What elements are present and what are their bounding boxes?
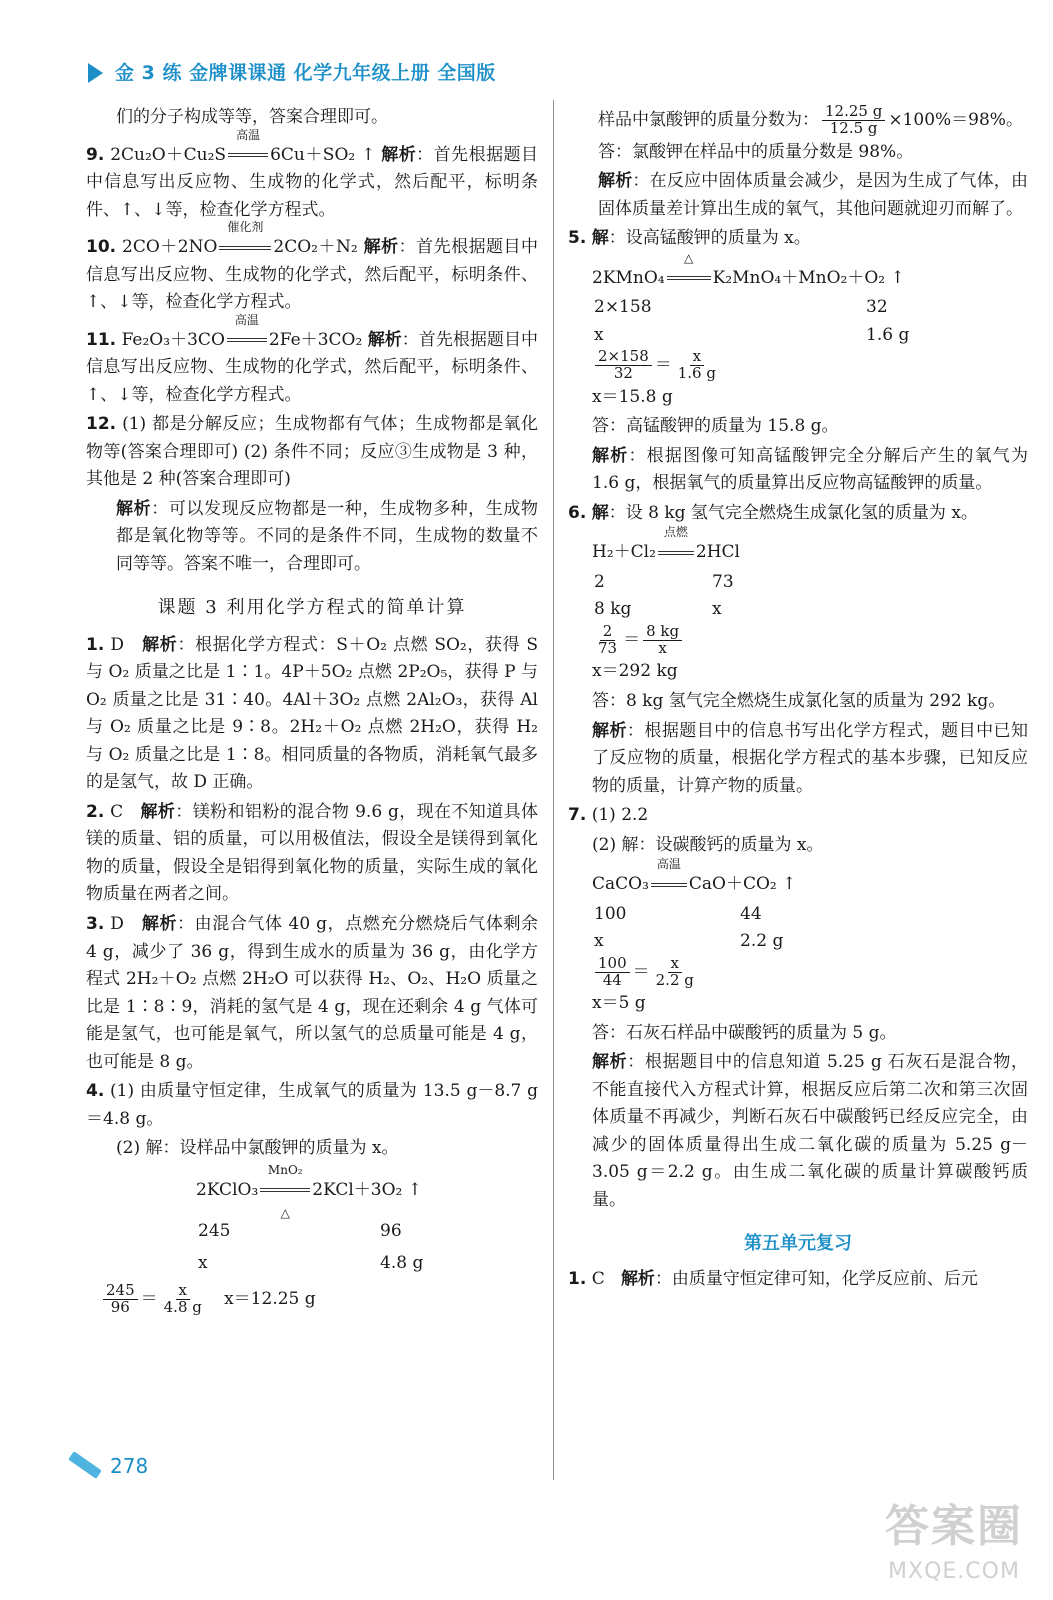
right-column bbox=[568, 104, 1028, 1295]
answer-u1: 1. C 解析：由质量守恒定律可知，化学反应前、后元 bbox=[568, 1268, 978, 1289]
answer-9: 9. 2Cu₂O＋Cu₂S 高温 6Cu＋SO₂ ↑ 解析：首先根据题目中信息写出反应物、生成物的化学式，然后配平，标明条件、↑、↓等，检查化学方程式。 bbox=[86, 127, 539, 220]
watermark-logo: 答案圈 MXQE.COM bbox=[885, 1501, 1023, 1584]
mass-row-5-1: 2×158 32 bbox=[594, 297, 888, 318]
answer-5-statement: 答：高锰酸钾的质量为 15.8 g。 bbox=[592, 416, 839, 437]
page-header bbox=[88, 58, 496, 88]
result-5: x＝15.8 g bbox=[592, 386, 673, 407]
answer-7-part2: (2) 解：设碳酸钙的质量为 x。 bbox=[592, 834, 824, 855]
mass-row-5-2: x 1.6 g bbox=[594, 324, 910, 345]
proportion-6: $\frac{2}{73}$ ＝ $\frac{8 kg}{x}$ bbox=[568, 624, 1028, 657]
equation-k4: 2KClO₃ MnO₂ △ 2KCl＋3O₂ ↑ bbox=[196, 1162, 422, 1221]
mass-row-7-1: 100 44 bbox=[594, 903, 762, 924]
mass-row-k4-1: 245 96 bbox=[198, 1221, 402, 1242]
answer-12-analysis: 解析：可以发现反应物都是一种，生成物多种，生成物都是氧化物等等。不同的是条件不同，生成物的数量不同等等。答案不唯一，合理即可。 bbox=[116, 498, 539, 574]
answer-k4-part2: (2) 解：设样品中氯酸钾的质量为 x。 bbox=[116, 1138, 399, 1159]
answer-6-statement: 答：8 kg 氢气完全燃烧生成氯化氢的质量为 292 kg。 bbox=[592, 691, 1006, 711]
equation-7: CaCO₃ 高温 CaO＋CO₂ ↑ bbox=[592, 857, 797, 895]
proportion-7: $\frac{100}{44}$ ＝ $\frac{x}{2.2 g}$ bbox=[568, 956, 1028, 989]
mass-row-k4-2: x 4.8 g bbox=[198, 1252, 424, 1273]
answer-10: 10. 2CO＋2NO 催化剂 2CO₂＋N₂ 解析：首先根据题目中信息写出反应物、生成物的化学式，然后配平，标明条件、↑、↓等，检查化学方程式。 bbox=[86, 220, 539, 313]
answer-k4-part1: 4. (1) 由质量守恒定律，生成氧气的质量为 13.5 g－8.7 g＝4.8 g。 bbox=[86, 1081, 538, 1129]
answer-12: 12. (1) 都是分解反应；生成物都有气体；生成物都是氧化物等(答案合理即可) (2) 条件不同；反应③生成物是 3 种，其他是 2 种(答案合理即可) bbox=[86, 414, 538, 490]
left-column bbox=[86, 104, 538, 1318]
answer-7-statement: 答：石灰石样品中碳酸钙的质量为 5 g。 bbox=[592, 1022, 897, 1043]
play-triangle-icon bbox=[88, 63, 103, 83]
proportion-k4: $\frac{245}{96}$ ＝ $\frac{x}{4.8 g}$ x＝12.25 g bbox=[86, 1283, 538, 1316]
result-7: x＝5 g bbox=[592, 993, 646, 1014]
page-number: 278 bbox=[68, 1450, 148, 1482]
continued-text: 们的分子构成等等，答案合理即可。 bbox=[116, 107, 388, 127]
mass-row-6-1: 2 73 bbox=[594, 571, 734, 592]
analysis-7: 解析：根据题目中的信息知道 5.25 g 石灰石是混合物，不能直接代入方程式计算，根据反应后第二次和第三次固体质量不再减少，判断石灰石中碳酸钙已经反应完全，由减少的固体质量得出生成二氧化碳的质量为 5.25 g－3.05 g＝2.2 g。由生成二氧化碳的质量计算碳酸钙质量。 bbox=[592, 1052, 1029, 1210]
mass-row-7-2: x 2.2 g bbox=[594, 931, 784, 952]
answer-k1: 1. D 解析：根据化学方程式：S＋O₂ 点燃 SO₂，获得 S 与 O₂ 质量之比是 1∶1。4P＋5O₂ 点燃 2P₂O₅，获得 P 与 O₂ 质量之比是 31∶40。4Al＋3O₂ 点燃 2Al₂O₃，获得 Al 与 O₂ 质量之比是 9∶8。2H₂＋O₂ 点燃 2H₂O，获得 H₂ 与 O₂ 质量之比是 1∶8。相同质量的各物质，消耗氧气最多的是氢气，故 D 正确。 bbox=[86, 634, 539, 793]
equation-6: H₂＋Cl₂ 点燃 2HCl bbox=[592, 525, 740, 563]
answer-k3: 3. D 解析：由混合气体 40 g，点燃充分燃烧后气体剩余 4 g，减少了 36 g，得到生成水的质量为 36 g，由化学方程式 2H₂＋O₂ 点燃 2H₂O 可以获得 H₂、O₂、H₂O 质量之比是 1∶8∶9，消耗的氢气是 4 g，现在还剩余 4 g 气体可能是氢气，也可能是氧气，所以氢气的总质量可能是 4 g，也可能是 8 g。 bbox=[86, 913, 539, 1072]
section-title: 课题 3 利用化学方程式的简单计算 bbox=[157, 596, 467, 618]
analysis-6: 解析：根据题目中的信息书写出化学方程式，题目中已知了反应物的质量，根据化学方程式的基本步骤，已知反应物的质量，计算产物的质量。 bbox=[592, 720, 1029, 796]
answer-k2: 2. C 解析：镁粉和铝粉的混合物 9.6 g，现在不知道具体镁的质量、铝的质量，可以用极值法，假设全是镁得到氧化物的质量，假设全是铝得到氧化物的质量，实际生成的氧化物质量在两者之间。 bbox=[86, 801, 538, 905]
column-divider bbox=[553, 100, 554, 1480]
header-title: 金 3 练 金牌课课通 化学九年级上册 全国版 bbox=[115, 61, 496, 84]
answer-6: 6. 解：设 8 kg 氢气完全燃烧生成氯化氢的质量为 x。 bbox=[568, 502, 978, 523]
result-6: x＝292 kg bbox=[592, 661, 678, 682]
analysis-4: 解析：在反应中固体质量会减少，是因为生成了气体，由固体质量差计算出生成的氧气，其他问题就迎刃而解了。 bbox=[598, 171, 1029, 219]
mass-row-6-2: 8 kg x bbox=[594, 599, 722, 620]
answer-7: 7. (1) 2.2 bbox=[568, 805, 649, 826]
answer-11: 11. Fe₂O₃＋3CO 高温 2Fe＋3CO₂ 解析：首先根据题目中信息写出反应物、生成物的化学式，然后配平，标明条件、↑、↓等，检查化学方程式。 bbox=[86, 312, 538, 405]
pen-icon bbox=[68, 1452, 102, 1480]
answer-5: 5. 解：设高锰酸钾的质量为 x。 bbox=[568, 228, 811, 249]
unit-title: 第五单元复习 bbox=[744, 1232, 852, 1254]
mass-fraction-line: 样品中氯酸钾的质量分数为： $\frac{12.25 g}{12.5 g}$ ×100%＝98%。 bbox=[598, 102, 1023, 137]
equation-5: 2KMnO₄ △ K₂MnO₄＋MnO₂＋O₂ ↑ bbox=[592, 250, 905, 288]
proportion-5: $\frac{2\times 158}{32}$ ＝ $\frac{x}{1.6 g}$ bbox=[568, 349, 1028, 382]
answer-line: 答：氯酸钾在样品中的质量分数是 98%。 bbox=[598, 141, 914, 162]
analysis-5: 解析：根据图像可知高锰酸钾完全分解后产生的氧气为 1.6 g，根据氧气的质量算出反应物高锰酸钾的质量。 bbox=[592, 445, 1029, 494]
